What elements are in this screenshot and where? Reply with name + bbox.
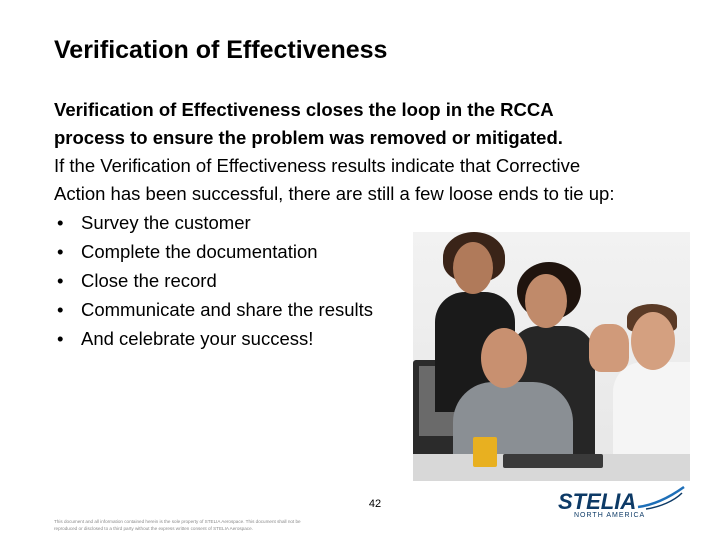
bullet-icon: •	[57, 299, 64, 320]
keyboard-illustration	[503, 454, 603, 468]
pencil-cup-illustration	[473, 437, 497, 467]
footer-disclaimer	[54, 518, 394, 532]
intro-line-2: process to ensure the problem was removed or mitigated.	[54, 127, 563, 148]
bullet-text: Survey the customer	[81, 212, 251, 233]
bullet-icon: •	[57, 328, 64, 349]
team-celebration-photo	[413, 232, 690, 481]
footer-line-1: This document and all information contained herein is the sole property of STELIA Aerospace. This document shall not be	[54, 519, 301, 524]
bullet-icon: •	[57, 270, 64, 291]
page-number: 42	[368, 498, 382, 510]
paragraph-line-1: If the Verification of Effectiveness results indicate that Corrective	[54, 155, 581, 176]
intro-line-1: Verification of Effectiveness closes the loop in the RCCA	[54, 99, 554, 120]
logo-subtitle: NORTH AMERICA	[574, 512, 646, 519]
bullet-icon: •	[57, 212, 64, 233]
bullet-text: Close the record	[81, 270, 217, 291]
high-five-hands	[589, 324, 629, 372]
paragraph-line-2: Action has been successful, there are still a few loose ends to tie up:	[54, 183, 615, 204]
bullet-text: Communicate and share the results	[81, 299, 374, 320]
bullet-text: And celebrate your success!	[81, 328, 314, 349]
footer-line-2: reproduced or disclosed to a third party without the express written consent of STELIA Aerospace.	[54, 526, 253, 531]
stelia-logo	[556, 485, 686, 523]
bullet-text: Complete the documentation	[81, 241, 318, 262]
logo-name: STELIA	[558, 489, 637, 514]
swoosh-icon	[636, 485, 686, 511]
slide-title: Verification of Effectiveness	[54, 36, 388, 64]
bullet-icon: •	[57, 241, 64, 262]
